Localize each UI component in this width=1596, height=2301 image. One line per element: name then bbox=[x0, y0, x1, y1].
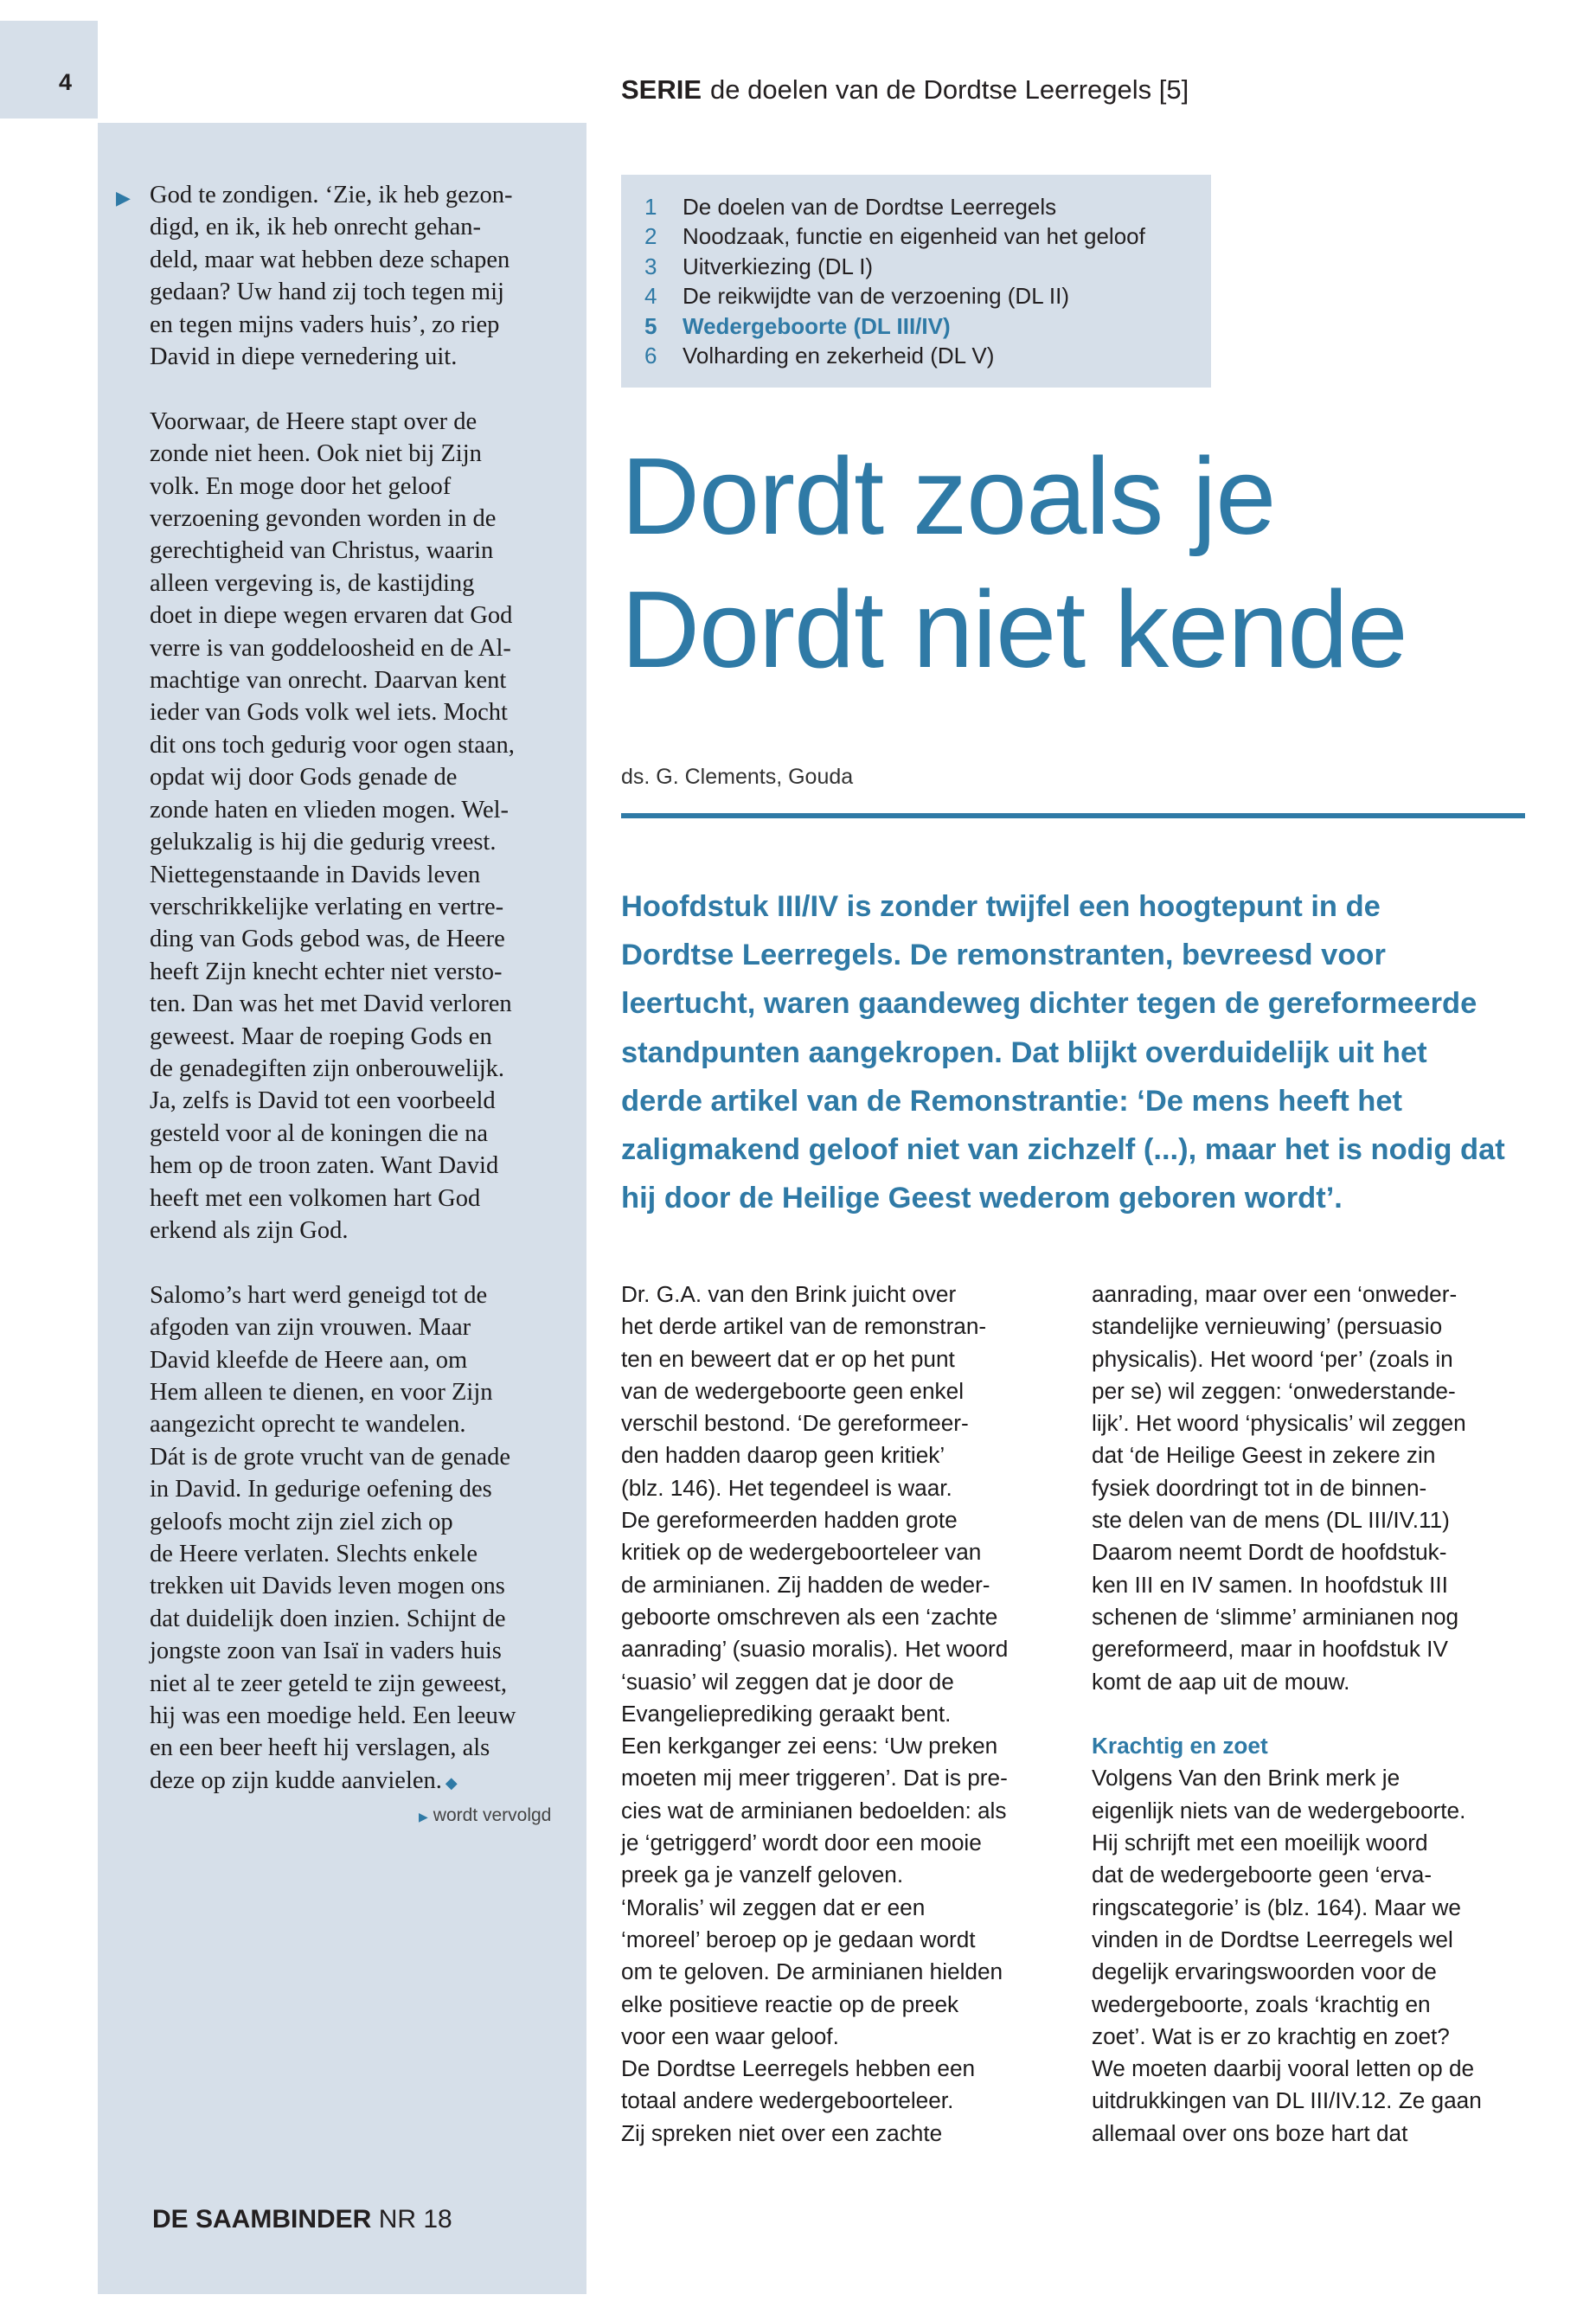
body-line: wedergeboorte, zoals ‘krachtig en bbox=[1092, 1990, 1431, 2017]
sidebar-line: zonde niet heen. Ook niet bij Zijn bbox=[150, 440, 482, 468]
sidebar-line: deld, maar wat hebben deze schapen bbox=[150, 246, 510, 273]
sidebar-line: David kleefde de Heere aan, om bbox=[150, 1346, 468, 1374]
body-line: elke positieve reactie op de preek bbox=[621, 1990, 959, 2017]
series-item-label: Noodzaak, functie en eigenheid van het geloof bbox=[683, 223, 1145, 250]
series-item bbox=[644, 281, 1145, 311]
series-item-number: 3 bbox=[644, 253, 657, 279]
body-line: voor een waar geloof. bbox=[621, 2022, 839, 2049]
series-item-number: 5 bbox=[644, 312, 657, 339]
section-subheading: Krachtig en zoet bbox=[1092, 1733, 1268, 1759]
body-column-1 bbox=[621, 1279, 1062, 2150]
body-line: vinden in de Dordtse Leerregels wel bbox=[1092, 1926, 1453, 1952]
series-item bbox=[644, 252, 1145, 281]
sidebar-line: de genadegiften zijn onberouwelijk. bbox=[150, 1054, 504, 1082]
series-item-label: De reikwijdte van de verzoening (DL II) bbox=[683, 283, 1070, 310]
sidebar-line: verre is van goddeloosheid en de Al- bbox=[150, 634, 511, 662]
body-line: om te geloven. De arminianen hielden bbox=[621, 1958, 1003, 1985]
sidebar-line: digd, en ik, ik heb onrecht gehan- bbox=[150, 214, 482, 241]
series-item-label: De doelen van de Dordtse Leerregels bbox=[683, 194, 1057, 220]
sidebar-continued-text bbox=[150, 179, 565, 1832]
body-line: Volgens Van den Brink merk je bbox=[1092, 1765, 1401, 1791]
sidebar-line: jongste zoon van Isaï in vaders huis bbox=[150, 1638, 502, 1665]
sidebar-line: Ja, zelfs is David tot een voorbeeld bbox=[150, 1087, 496, 1115]
continued-label: wordt vervolgd bbox=[433, 1805, 552, 1825]
series-item-number: 4 bbox=[644, 283, 657, 310]
body-line: uitdrukkingen van DL III/IV.12. Ze gaan bbox=[1092, 2087, 1482, 2114]
body-line: dat ‘de Heilige Geest in zekere zin bbox=[1092, 1442, 1436, 1469]
body-line: physicalis). Het woord ‘per’ (zoals in bbox=[1092, 1345, 1453, 1372]
series-list bbox=[644, 192, 1145, 370]
series-item bbox=[644, 221, 1145, 251]
lead-line: Dordtse Leerregels. De remonstranten, bevreesd voor bbox=[621, 939, 1386, 972]
body-line: Hij schrijft met een moeilijk woord bbox=[1092, 1830, 1428, 1856]
sidebar-paragraph bbox=[150, 406, 565, 1247]
body-line: van de wedergeboorte geen enkel bbox=[621, 1377, 965, 1404]
body-line: Daarom neemt Dordt de hoofdstuk- bbox=[1092, 1539, 1447, 1566]
sidebar-line: Voorwaar, de Heere stapt over de bbox=[150, 407, 478, 435]
body-line: fysiek doordringt tot in de binnen- bbox=[1092, 1474, 1427, 1501]
body-line: De Dordtse Leerregels hebben een bbox=[621, 2055, 976, 2082]
footer-magazine bbox=[152, 2205, 452, 2234]
footer-magazine-name: DE SAAMBINDER bbox=[152, 2205, 372, 2234]
title-rule bbox=[621, 813, 1525, 818]
body-line: zoet’. Wat is er zo krachtig en zoet? bbox=[1092, 2022, 1450, 2049]
sidebar-line: doet in diepe wegen ervaren dat God bbox=[150, 602, 513, 630]
sidebar-line: ten. Dan was het met David verloren bbox=[150, 990, 512, 1018]
sidebar-line: aangezicht oprecht te wandelen. bbox=[150, 1411, 466, 1439]
title-line: Dordt zoals je bbox=[621, 435, 1276, 557]
body-line: totaal andere wedergeboorteleer. bbox=[621, 2087, 954, 2114]
body-line: de arminianen. Zij hadden de weder- bbox=[621, 1571, 990, 1598]
body-line: Dr. G.A. van den Brink juicht over bbox=[621, 1281, 957, 1307]
series-item-label: Wedergeboorte (DL III/IV) bbox=[683, 312, 951, 339]
body-line: Zij spreken niet over een zachte bbox=[621, 2119, 943, 2146]
lead-line: derde artikel van de Remonstrantie: ‘De mens heeft het bbox=[621, 1084, 1403, 1118]
sidebar-line: deze op zijn kudde aanvielen. bbox=[150, 1766, 442, 1794]
body-line: aanrading’ (suasio moralis). Het woord bbox=[621, 1636, 1009, 1663]
body-line: verschil bestond. ‘De gereformeer- bbox=[621, 1410, 969, 1437]
article-lead bbox=[621, 882, 1555, 1222]
continued-note bbox=[419, 1805, 551, 1826]
body-line: geboorte omschreven als een ‘zachte bbox=[621, 1603, 998, 1630]
sidebar-line: erkend als zijn God. bbox=[150, 1216, 349, 1244]
sidebar-line: gesteld voor al de koningen die na bbox=[150, 1119, 488, 1147]
body-line: je ‘getriggerd’ wordt door een mooie bbox=[621, 1830, 982, 1856]
sidebar-line: gedaan? Uw hand zij toch tegen mij bbox=[150, 279, 504, 306]
sidebar-line: hem op de troon zaten. Want David bbox=[150, 1152, 499, 1180]
series-item-number: 6 bbox=[644, 343, 657, 369]
body-line: ‘Moralis’ wil zeggen dat er een bbox=[621, 1894, 926, 1920]
sidebar-line: ding van Gods gebod was, de Heere bbox=[150, 926, 505, 953]
sidebar-line: volk. En moge door het geloof bbox=[150, 472, 452, 500]
sidebar-line: de Heere verlaten. Slechts enkele bbox=[150, 1541, 478, 1568]
continuation-marker-icon: ▶ bbox=[116, 187, 131, 208]
header-series-label: SERIE bbox=[621, 74, 702, 105]
body-line: het derde artikel van de remonstran- bbox=[621, 1313, 987, 1340]
sidebar-line: gelukzalig is hij die gedurig vreest. bbox=[150, 829, 497, 856]
sidebar-line: ieder van Gods volk wel iets. Mocht bbox=[150, 699, 508, 727]
sidebar-line: Niettegenstaande in Davids leven bbox=[150, 861, 481, 888]
body-line: preek ga je vanzelf geloven. bbox=[621, 1862, 904, 1888]
lead-line: leertucht, waren gaandeweg dichter tegen de gereformeerde bbox=[621, 987, 1477, 1021]
sidebar-line: Dát is de grote vrucht van de genade bbox=[150, 1443, 511, 1471]
header-series-title: de doelen van de Dordtse Leerregels [5] bbox=[710, 74, 1189, 105]
article-title bbox=[621, 430, 1590, 696]
sidebar-line: trekken uit Davids leven mogen ons bbox=[150, 1573, 505, 1600]
body-line: ringscategorie’ is (blz. 164). Maar we bbox=[1092, 1894, 1461, 1920]
body-line: Evangelieprediking geraakt bent. bbox=[621, 1700, 952, 1727]
sidebar-line: opdat wij door Gods genade de bbox=[150, 764, 458, 792]
body-line: komt de aap uit de mouw. bbox=[1092, 1668, 1350, 1695]
sidebar-line: heeft Zijn knecht echter niet versto- bbox=[150, 958, 503, 985]
continued-arrow-icon: ▶ bbox=[419, 1810, 428, 1823]
series-item bbox=[644, 311, 1145, 341]
sidebar-line: Salomo’s hart werd geneigd tot de bbox=[150, 1281, 488, 1309]
sidebar-line: en een beer heeft hij verslagen, als bbox=[150, 1734, 490, 1762]
sidebar-line: niet al te zeer geteld te zijn geweest, bbox=[150, 1670, 508, 1697]
sidebar-line: God te zondigen. ‘Zie, ik heb gezon- bbox=[150, 182, 513, 208]
running-header bbox=[621, 74, 1189, 106]
body-line: Een kerkganger zei eens: ‘Uw preken bbox=[621, 1733, 998, 1759]
sidebar-line: dat duidelijk doen inzien. Schijnt de bbox=[150, 1605, 506, 1632]
sidebar-paragraph bbox=[150, 1279, 565, 1800]
series-item-number: 2 bbox=[644, 223, 657, 250]
sidebar-line: alleen vergeving is, de kastijding bbox=[150, 569, 475, 597]
body-line: allemaal over ons boze hart dat bbox=[1092, 2119, 1408, 2146]
body-line: ‘moreel’ beroep op je gedaan wordt bbox=[621, 1926, 976, 1952]
sidebar-line: machtige van onrecht. Daarvan kent bbox=[150, 667, 507, 695]
body-column-2 bbox=[1092, 1279, 1542, 2150]
sidebar-line: verzoening gevonden worden in de bbox=[150, 505, 497, 533]
body-line: eigenlijk niets van de wedergeboorte. bbox=[1092, 1797, 1466, 1823]
series-item bbox=[644, 341, 1145, 370]
lead-line: standpunten aangekropen. Dat blijkt overduidelijk uit het bbox=[621, 1035, 1427, 1069]
series-item-number: 1 bbox=[644, 194, 657, 220]
body-line: dat de wedergeboorte geen ‘erva- bbox=[1092, 1862, 1433, 1888]
sidebar-line: afgoden van zijn vrouwen. Maar bbox=[150, 1314, 471, 1342]
body-line: lijk’. Het woord ‘physicalis’ wil zeggen bbox=[1092, 1410, 1466, 1437]
series-item-label: Uitverkiezing (DL I) bbox=[683, 253, 874, 279]
page-number-box bbox=[0, 21, 98, 119]
body-line: ken III en IV samen. In hoofdstuk III bbox=[1092, 1571, 1448, 1598]
lead-line: zaligmakend geloof niet van zichzelf (...), maar het is nodig dat bbox=[621, 1133, 1505, 1167]
body-line: De gereformeerden hadden grote bbox=[621, 1507, 958, 1534]
sidebar-line: dit ons toch gedurig voor ogen staan, bbox=[150, 731, 515, 759]
body-line: ten en beweert dat er op het punt bbox=[621, 1345, 955, 1372]
sidebar-line: Hem alleen te dienen, en voor Zijn bbox=[150, 1379, 493, 1406]
body-line: ‘suasio’ wil zeggen dat je door de bbox=[621, 1668, 954, 1695]
series-item-label: Volharding en zekerheid (DL V) bbox=[683, 343, 995, 369]
sidebar-line: heeft met een volkomen hart God bbox=[150, 1184, 481, 1212]
footer-issue: NR 18 bbox=[378, 2205, 452, 2234]
title-line: Dordt niet kende bbox=[621, 568, 1407, 690]
end-diamond-icon: ◆ bbox=[445, 1773, 458, 1791]
sidebar-line: geloofs mocht zijn ziel zich op bbox=[150, 1508, 453, 1535]
body-line: degelijk ervaringswoorden voor de bbox=[1092, 1958, 1437, 1985]
sidebar-line: en tegen mijns vaders huis’, zo riep bbox=[150, 311, 500, 338]
sidebar-line: David in diepe vernedering uit. bbox=[150, 343, 458, 371]
body-line: schenen de ‘slimme’ arminianen nog bbox=[1092, 1603, 1459, 1630]
body-line: ste delen van de mens (DL III/IV.11) bbox=[1092, 1507, 1450, 1534]
sidebar-line: zonde haten en vlieden mogen. Wel- bbox=[150, 796, 510, 824]
body-line: cies wat de arminianen bedoelden: als bbox=[621, 1797, 1007, 1823]
lead-line: hij door de Heilige Geest wederom geboren wordt’. bbox=[621, 1182, 1343, 1215]
page-number: 4 bbox=[59, 69, 73, 95]
sidebar-paragraph bbox=[150, 179, 565, 373]
body-line: kritiek op de wedergeboorteleer van bbox=[621, 1539, 982, 1566]
sidebar-line: hij was een moedige held. Een leeuw bbox=[150, 1702, 516, 1730]
body-line: aanrading, maar over een ‘onweder- bbox=[1092, 1281, 1458, 1307]
paragraph-gap bbox=[1092, 1698, 1542, 1730]
sidebar-line: verschrikkelijke verlating en vertre- bbox=[150, 893, 504, 920]
sidebar-line: geweest. Maar de roeping Gods en bbox=[150, 1022, 492, 1050]
body-line: (blz. 146). Het tegendeel is waar. bbox=[621, 1474, 952, 1501]
body-line: gereformeerd, maar in hoofdstuk IV bbox=[1092, 1636, 1448, 1663]
body-line: den hadden daarop geen kritiek’ bbox=[621, 1442, 945, 1469]
sidebar-line: in David. In gedurige oefening des bbox=[150, 1476, 492, 1503]
body-line: We moeten daarbij vooral letten op de bbox=[1092, 2055, 1475, 2082]
series-item bbox=[644, 192, 1145, 221]
body-line: standelijke vernieuwing’ (persuasio bbox=[1092, 1313, 1443, 1340]
sidebar-line: gerechtigheid van Christus, waarin bbox=[150, 537, 494, 565]
lead-line: Hoofdstuk III/IV is zonder twijfel een hoogtepunt in de bbox=[621, 890, 1381, 923]
article-author: ds. G. Clements, Gouda bbox=[621, 765, 854, 789]
body-line: moeten mij meer triggeren’. Dat is pre- bbox=[621, 1765, 1008, 1791]
body-line: per se) wil zeggen: ‘onwederstande- bbox=[1092, 1377, 1456, 1404]
